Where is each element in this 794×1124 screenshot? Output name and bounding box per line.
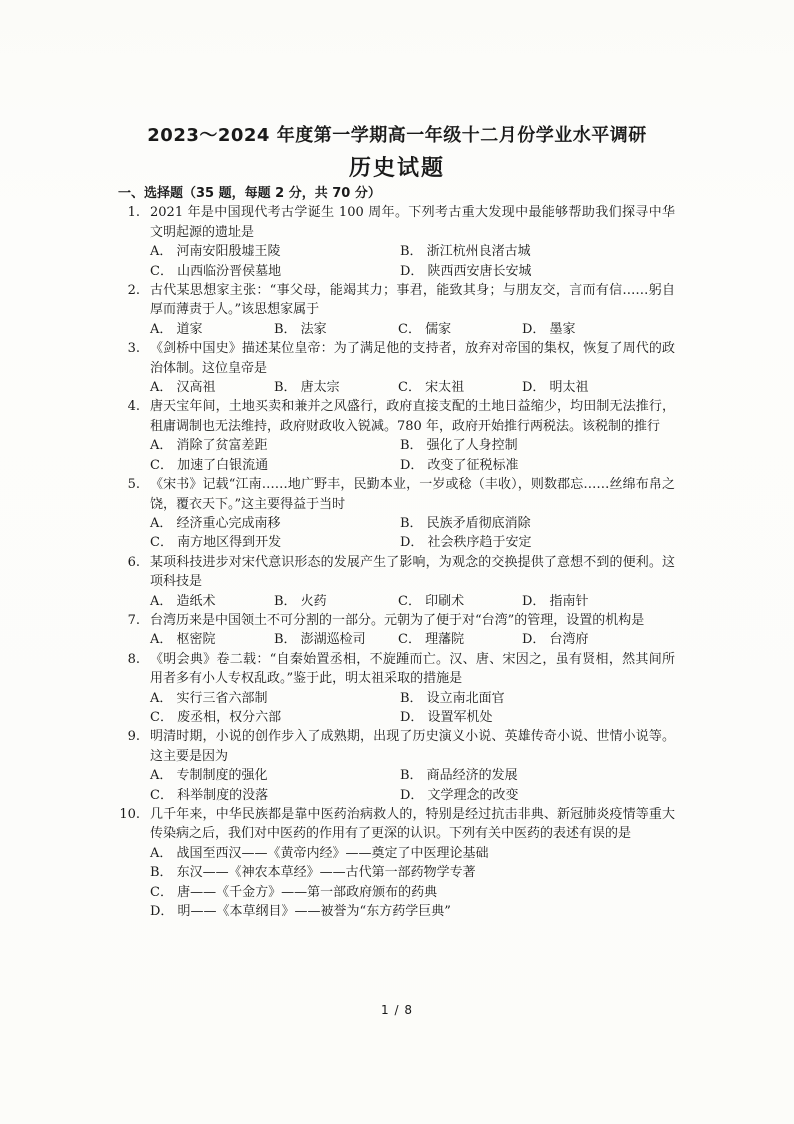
answer-option: B． 唐太宗 bbox=[274, 380, 340, 396]
exam-title: 2023～2024 年度第一学期高一年级十二月份学业水平调研 bbox=[147, 125, 647, 146]
answer-option: D． 明太祖 bbox=[522, 380, 589, 396]
answer-option: D． 设置军机处 bbox=[400, 709, 493, 725]
answer-option: A． 战国至西汉——《黄帝内经》——奠定了中医理论基础 bbox=[150, 845, 489, 861]
question-text: 《宋书》记载“江南……地广野丰，民勤本业，一岁或稔（丰收），则数郡忘……丝绵布帛之饶，覆衣天下。”这主要得益于当时 bbox=[150, 477, 675, 512]
answer-option: B． 法家 bbox=[274, 321, 327, 337]
question-text: 几千年来，中华民族都是靠中医药治病救人的，特别是经过抗击非典、新冠肺炎疫情等重大传染病之后，我们对中医药的作用有了更深的认识。下列有关中医药的表述有误的是 bbox=[150, 807, 675, 842]
question-text: 台湾历来是中国领土不可分割的一部分。元朝为了便于对“台湾”的管理，设置的机构是 bbox=[150, 612, 645, 628]
answer-options bbox=[150, 320, 675, 339]
page-number: 1 / 8 bbox=[381, 1003, 413, 1017]
question-number: 6. bbox=[127, 554, 140, 570]
answer-option: B． 东汉——《神农本草经》——古代第一部药物学专著 bbox=[150, 865, 476, 881]
question-item bbox=[115, 611, 675, 650]
question-text: 唐天宝年间，土地买卖和兼并之风盛行，政府直接支配的土地日益缩少，均田制无法推行，租庸调制也无法维持，政府财政收入锐减。780 年，政府开始推行两税法。该税制的推行 bbox=[150, 399, 675, 434]
answer-option: D． 陕西西安唐长安城 bbox=[400, 263, 532, 279]
question-item bbox=[115, 650, 675, 728]
answer-options bbox=[150, 436, 675, 475]
answer-option: C． 科举制度的没落 bbox=[150, 787, 269, 803]
section-heading: 一、选择题（35 题，每题 2 分，共 70 分） bbox=[118, 186, 381, 201]
question-item bbox=[115, 203, 675, 281]
question-text: 某项科技进步对宋代意识形态的发展产生了影响，为观念的交换提供了意想不到的便利。这项科技是 bbox=[150, 554, 675, 590]
question-text: 明清时期，小说的创作步入了成熟期，出现了历史演义小说、英雄传奇小说、世情小说等。这主要是因为 bbox=[150, 729, 675, 764]
question-list bbox=[115, 184, 675, 921]
answer-options bbox=[150, 378, 675, 397]
answer-option: D． 明——《本草纲目》——被誉为“东方药学巨典” bbox=[150, 904, 451, 920]
answer-option: A． 河南安阳殷墟王陵 bbox=[150, 244, 281, 260]
answer-options bbox=[150, 514, 675, 553]
question-item bbox=[115, 553, 675, 611]
answer-option: B． 设立南北面官 bbox=[400, 690, 505, 706]
answer-option: A． 实行三省六部制 bbox=[150, 690, 268, 706]
question-item bbox=[115, 281, 675, 339]
question-number: 4. bbox=[127, 399, 140, 415]
answer-option: B． 民族矛盾彻底消除 bbox=[400, 515, 531, 531]
answer-option: A． 汉高祖 bbox=[150, 380, 216, 396]
question-number: 5. bbox=[127, 477, 140, 493]
question-item bbox=[115, 805, 675, 921]
question-item bbox=[115, 339, 675, 397]
answer-option: A． 专制制度的强化 bbox=[150, 768, 268, 784]
question-number: 2. bbox=[127, 283, 140, 299]
question-number: 9. bbox=[127, 729, 140, 745]
answer-options bbox=[150, 242, 675, 281]
answer-option: C． 印刷术 bbox=[398, 593, 465, 609]
answer-option: C． 废丞相，权分六部 bbox=[150, 709, 282, 725]
question-number: 7. bbox=[127, 612, 140, 628]
answer-option: C． 儒家 bbox=[398, 321, 452, 337]
answer-option: D． 社会秩序趋于安定 bbox=[400, 535, 532, 551]
answer-option: C． 加速了白银流通 bbox=[150, 457, 269, 473]
exam-subject-title: 历史试题 bbox=[348, 156, 445, 181]
answer-option: D． 墨家 bbox=[522, 321, 576, 337]
answer-option: B． 商品经济的发展 bbox=[400, 768, 518, 784]
answer-option: B． 火药 bbox=[274, 593, 327, 609]
question-text: 《明会典》卷二载：“自秦始置丞相，不旋踵而亡。汉、唐、宋因之，虽有贤相，然其间所用者多有小人专权乱政。”鉴于此，明太祖采取的措施是 bbox=[150, 651, 675, 687]
answer-option: A． 枢密院 bbox=[150, 632, 216, 648]
question-text: 2021 年是中国现代考古学诞生 100 周年。下列考古重大发现中最能够帮助我们探寻中华文明起源的遗址是 bbox=[150, 205, 675, 240]
answer-option: A． 道家 bbox=[150, 321, 203, 337]
answer-option: A． 经济重心完成南移 bbox=[150, 515, 281, 531]
answer-option: D． 台湾府 bbox=[522, 632, 589, 648]
question-number: 8. bbox=[127, 651, 140, 667]
answer-options bbox=[150, 592, 675, 611]
answer-option: B． 澎湖巡检司 bbox=[274, 632, 366, 648]
answer-option: A． 造纸术 bbox=[150, 593, 216, 609]
question-text: 《剑桥中国史》描述某位皇帝：为了满足他的支持者，放弃对帝国的集权，恢复了周代的政治体制。这位皇帝是 bbox=[150, 341, 675, 376]
question-item bbox=[115, 727, 675, 805]
answer-option: D． 文学理念的改变 bbox=[400, 787, 519, 803]
question-text: 古代某思想家主张：“事父母，能竭其力；事君，能致其身；与朋友交，言而有信……躬自厚而薄责于人。”该思想家属于 bbox=[150, 283, 675, 318]
answer-options bbox=[150, 689, 675, 728]
answer-option: C． 理藩院 bbox=[398, 632, 465, 648]
question-number: 3. bbox=[127, 341, 140, 357]
answer-option: C． 南方地区得到开发 bbox=[150, 535, 282, 551]
question-number: 10. bbox=[119, 807, 140, 822]
question-item bbox=[115, 475, 675, 553]
answer-option: C． 山西临汾晋侯墓地 bbox=[150, 263, 282, 279]
answer-options bbox=[150, 766, 675, 805]
answer-options bbox=[150, 844, 675, 922]
questions-container bbox=[115, 203, 675, 921]
answer-option: C． 唐——《千金方》——第一部政府颁布的药典 bbox=[150, 884, 438, 900]
answer-options bbox=[150, 630, 675, 649]
answer-option: B． 强化了人身控制 bbox=[400, 438, 518, 454]
answer-option: D． 指南针 bbox=[522, 593, 589, 609]
answer-option: B． 浙江杭州良渚古城 bbox=[400, 244, 531, 260]
answer-option: A． 消除了贫富差距 bbox=[150, 438, 268, 454]
answer-option: C． 宋太祖 bbox=[398, 380, 465, 396]
question-number: 1. bbox=[127, 205, 140, 221]
answer-option: D． 改变了征税标准 bbox=[400, 457, 519, 473]
question-item bbox=[115, 397, 675, 475]
